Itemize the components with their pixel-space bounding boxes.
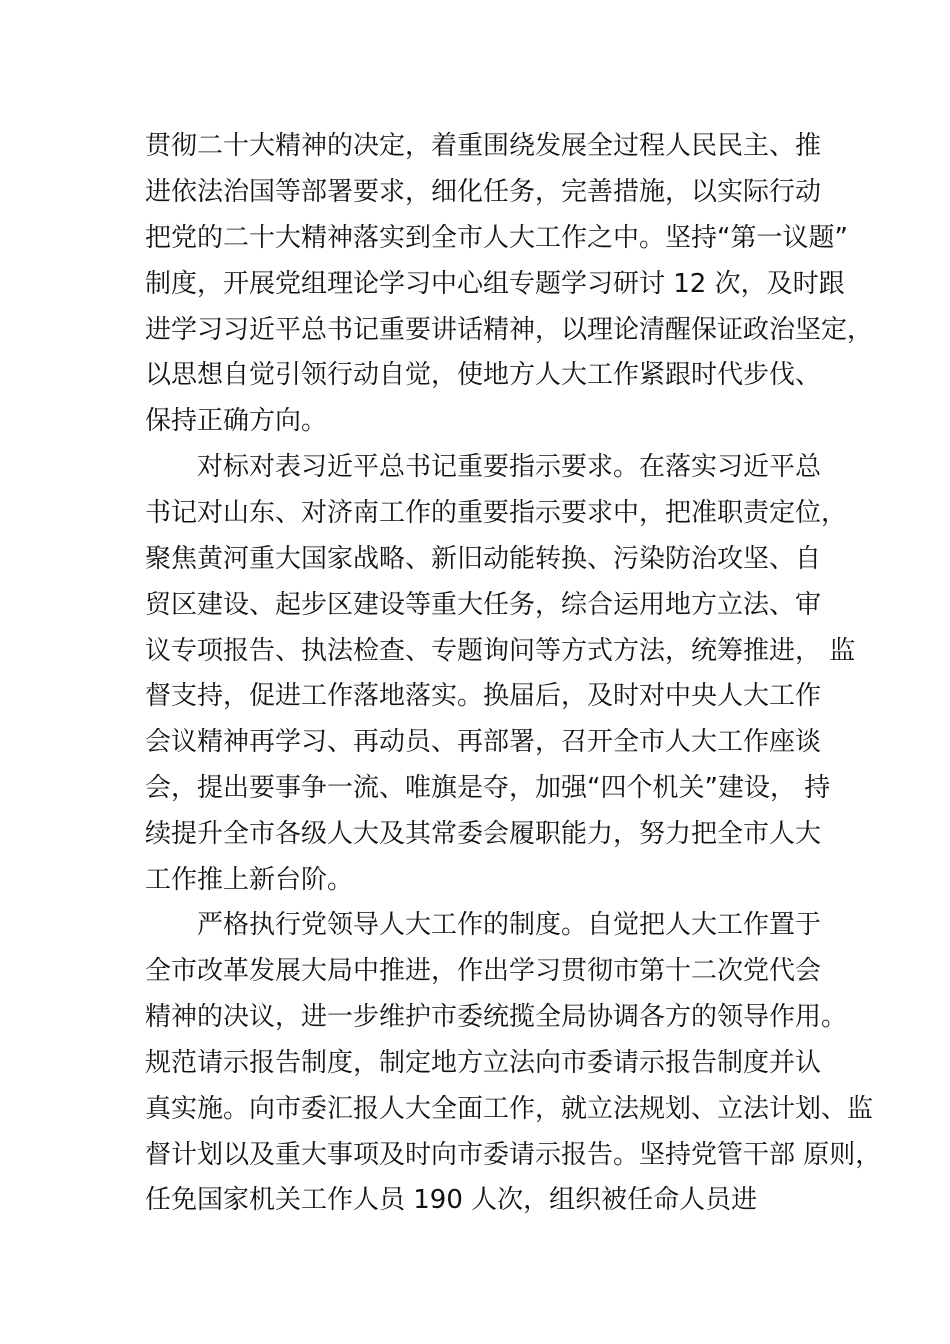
text-line: 议专项报告、执法检查、专题询问等方式方法，统筹推进， 监 (145, 636, 856, 666)
text-line: 督支持，促进工作落地落实。换届后，及时对中央人大工作 (145, 681, 822, 711)
text-line: 进依法治国等部署要求，细化任务，完善措施，以实际行动 (145, 177, 822, 207)
text-line: 贯彻二十大精神的决定，着重围绕发展全过程人民民主、推 (145, 131, 822, 161)
text-line: 制度，开展党组理论学习中心组专题学习研讨 12 次，及时跟 (145, 269, 845, 299)
paragraph-heading: 对标对表习近平总书记重要指示要求。在落实习近平总 (197, 452, 822, 482)
text-line: 精神的决议，进一步维护市委统揽全局协调各方的领导作用。 (145, 1002, 848, 1032)
text-line: 规范请示报告制度，制定地方立法向市委请示报告制度并认 (145, 1048, 822, 1078)
text-line: 保持正确方向。 (145, 406, 328, 436)
text-line: 会议精神再学习、再动员、再部署，召开全市人大工作座谈 (145, 727, 822, 757)
paragraph-heading: 严格执行党领导人大工作的制度。自觉把人大工作置于 (197, 910, 822, 940)
text-line: 真实施。向市委汇报人大全面工作，就立法规划、立法计划、监 (145, 1094, 874, 1124)
text-line: 任免国家机关工作人员 190 人次，组织被任命人员进 (145, 1185, 758, 1215)
text-line: 会，提出要事争一流、唯旗是夺，加强“四个机关”建设， 持 (145, 773, 831, 803)
text-line: 工作推上新台阶。 (145, 865, 354, 895)
text-line: 贸区建设、起步区建设等重大任务，综合运用地方立法、审 (145, 590, 822, 620)
text-line: 进学习习近平总书记重要讲话精神，以理论清醒保证政治坚定， (145, 315, 874, 345)
text-line: 以思想自觉引领行动自觉，使地方人大工作紧跟时代步伐、 (145, 360, 822, 390)
text-line: 书记对山东、对济南工作的重要指示要求中，把准职责定位， (145, 498, 848, 528)
text-line: 把党的二十大精神落实到全市人大工作之中。坚持“第一议题” (145, 223, 848, 253)
text-line: 续提升全市各级人大及其常委会履职能力，努力把全市人大 (145, 819, 822, 849)
text-line: 聚焦黄河重大国家战略、新旧动能转换、污染防治攻坚、自 (145, 544, 822, 574)
text-line: 全市改革发展大局中推进，作出学习贯彻市第十二次党代会 (145, 956, 822, 986)
text-line: 督计划以及重大事项及时向市委请示报告。坚持党管干部 原则， (145, 1140, 882, 1170)
